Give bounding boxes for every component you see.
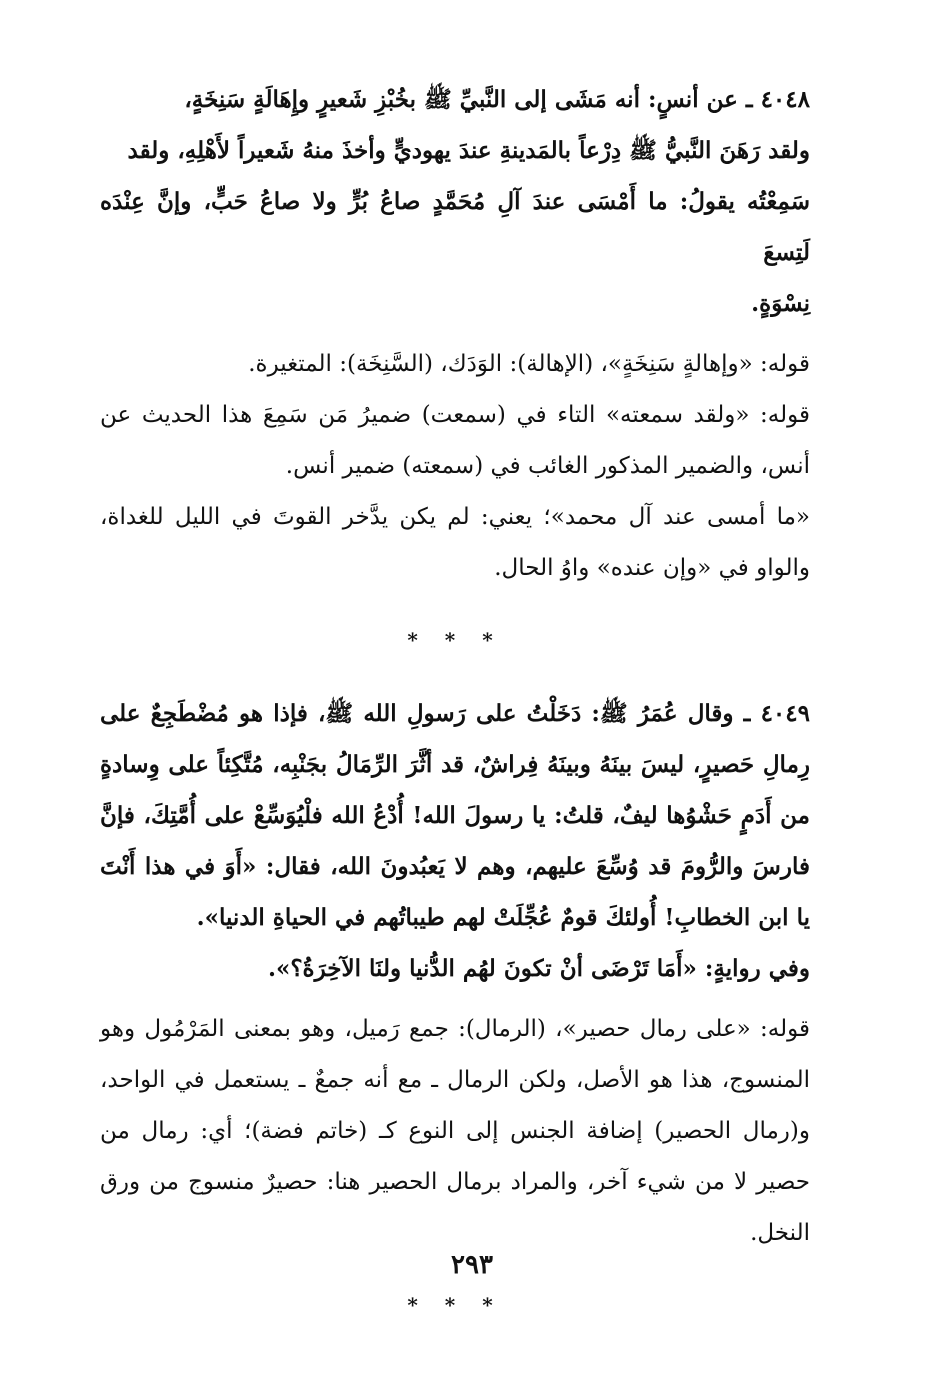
hadith-4049-text: ٤٠٤٩ ـ وقال عُمَرُ ﷺ: دَخَلْتُ على رَسولِ الله ﷺ، فإذا هو مُضْطَجِعٌ على رِمالِ حَصيرٍ، ليسَ بينَهُ وبينَهُ فِراشٌ، قد أثَّرَ الرِّمَالُ بجَنْبِه، مُتَّكِئاً على وِسادةٍ من أَدَمٍ حَشْوُها ليفٌ، قلتُ: يا رسولَ الله! أُدْعُ الله فلْيُوَسِّعْ على أُمَّتِكَ، فإنَّ فارسَ والرُّومَ قد وُسِّعَ عليهم، وهم لا يَعبُدونَ الله، فقال: «أَوَ في هذا أَنْتَ يا ابن الخطابِ! أُولئكَ قومٌ عُجِّلَتْ لهم طيباتُهم في الحياةِ الدنيا». (100, 700, 810, 931)
section-separator: * * * (407, 1293, 503, 1317)
commentary-4048 (100, 339, 810, 594)
commentary-4049-paragraph-1: قوله: «على رمال حصير»، (الرمال): جمع رَميل، وهو بمعنى المَرْمُول وهو المنسوج، هذا هو الأصل، ولكن الرمال ـ مع أنه جمعٌ ـ يستعمل في الواحد، و(رمال الحصير) إضافة الجنس إلى النوع كـ (خاتم فضة)؛ أي: رمال من حصير لا من شيء آخر، والمراد برمال الحصير هنا: حصيرٌ منسوج من ورق النخل. (100, 1016, 810, 1246)
commentary-4048-paragraph-3: «ما أمسى عند آل محمد»؛ يعني: لم يكن يدَّخر القوتَ في الليل للغداة، والواو في «وإن عنده» واوُ الحال. (100, 504, 810, 581)
page-number: ٢٩٣ (451, 1250, 493, 1280)
hadith-4048-line-4: نِسْوَةٍ. (751, 290, 810, 317)
commentary-4049 (100, 1004, 810, 1259)
hadith-4048-line-2: ولقد رَهَنَ النَّبيُّ ﷺ دِرْعاً بالمَدينةِ عندَ يهوديٍّ وأخذَ منهُ شَعيراً لأَهْلِهِ، ولقد (127, 137, 810, 164)
hadith-4048 (100, 74, 810, 329)
commentary-4048-paragraph-2: قوله: «ولقد سمعته» التاء في (سمعت) ضميرُ مَن سَمِعَ هذا الحديث عن أنس، والضمير المذكور الغائب في (سمعته) ضمير أنس. (100, 402, 810, 479)
page-content (100, 74, 810, 1353)
hadith-4048-line-1: ٤٠٤٨ ـ عن أنسٍ: أنه مَشَى إلى النَّبيِّ ﷺ بخُبْزِ شَعيرٍ وإِهَالَةٍ سَنِخَةٍ، (184, 86, 810, 113)
commentary-4048-paragraph-1: قوله: «وإهالةٍ سَنِخَةٍ»، (الإهالة): الوَدَك، (السَّنِخَة): المتغيرة. (248, 351, 810, 377)
hadith-4049-narration: وفي روايةٍ: «أَمَا تَرْضَى أنْ تكونَ لهُم الدُّنيا ولنَا الآخِرَةُ؟». (267, 955, 810, 982)
section-separator: * * * (407, 628, 503, 652)
hadith-4049 (100, 688, 810, 994)
hadith-4048-line-3: سَمِعْتُه يقولُ: ما أَمْسَى عندَ آلِ مُحَمَّدٍ صاعُ بُرٍّ ولا صاعُ حَبٍّ، وإنَّ عِنْدَه لَتِسعَ (100, 188, 810, 266)
